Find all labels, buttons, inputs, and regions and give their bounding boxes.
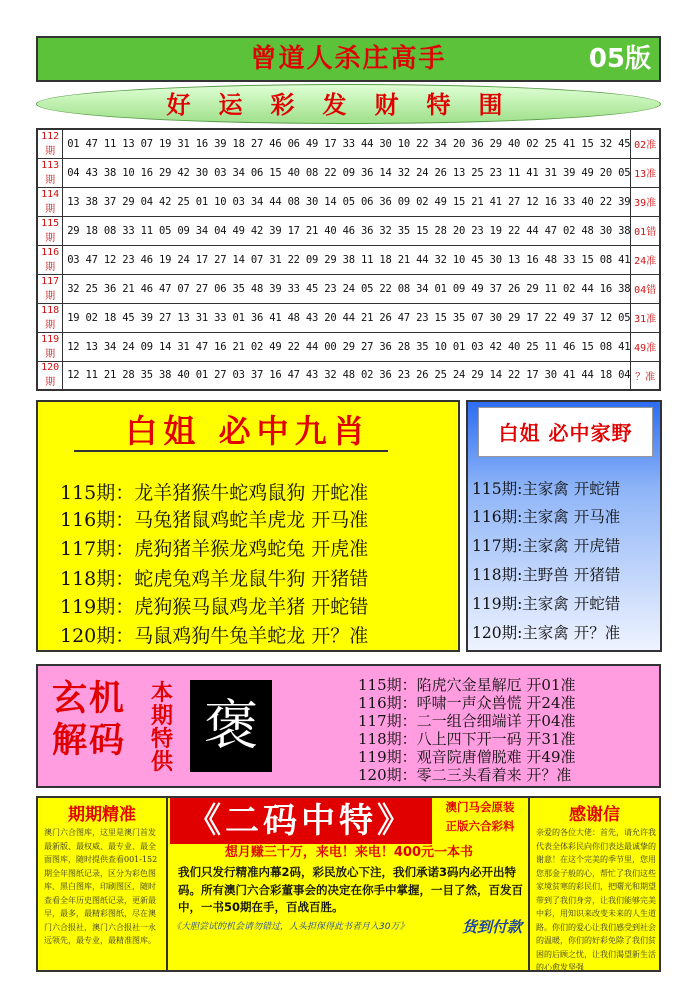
decode-heading-line2: 解码 (52, 721, 127, 761)
result-cell: 31准 (631, 303, 660, 332)
numbers-cell: 13 38 37 29 04 42 25 01 10 03 34 44 08 30 14 05 06 36 09 02 49 15 21 41 27 12 16 33 40 22 39 (63, 187, 631, 216)
draw-row (37, 158, 660, 187)
nine-zodiac-row: 116期：马兔猪鼠鸡蛇羊虎龙 开马准 (60, 509, 369, 531)
title-underline (74, 450, 388, 452)
period-cell: 113期 (37, 158, 63, 187)
thank-you-text: 亲爱的各位大佬：首先，请允许我代表全体彩民向你们表达最诚挚的谢意！在这个完美的季节里，您用您那金子般的心，帮忙了我们这些家境贫寒的彩民们，把曙光和期望带到了我们身旁，让我们能够完美中彩，用知识来改变未来的人生道路。你们的爱心让我们感受到社会的温暖，你们的好彩免除了我们贫困的后顾之忧，让我们渴望新生活的心愈发坚强 (536, 828, 656, 972)
banner-slogan: 好运彩发财特围 (36, 84, 661, 124)
result-cell: 02准 (631, 129, 660, 158)
thank-you-title: 感谢信 (569, 805, 620, 825)
numbers-cell: 12 13 34 24 09 14 31 47 16 21 02 49 22 44 00 29 27 36 28 35 10 01 03 42 40 25 11 46 15 08 41 (63, 332, 631, 361)
decode-heading-line1: 玄机 (52, 679, 127, 719)
draw-row (37, 129, 660, 158)
nine-zodiac-title: 白姐 必中九肖 (125, 412, 371, 450)
period-cell: 115期 (37, 216, 63, 245)
nine-zodiac-row: 115期：龙羊猪猴牛蛇鸡鼠狗 开蛇准 (60, 482, 369, 504)
cash-on-delivery-label: 货到付款 (462, 918, 523, 936)
result-cell: ？准 (631, 361, 660, 390)
result-cell: 01错 (631, 216, 660, 245)
nine-zodiac-row: 118期：蛇虎兔鸡羊龙鼠牛狗 开猪错 (60, 568, 369, 590)
period-cell: 118期 (37, 303, 63, 332)
numbers-cell: 01 47 11 13 07 19 31 16 39 18 27 46 06 49 17 33 44 30 10 22 34 20 36 29 40 02 25 41 15 32 45 (63, 129, 631, 158)
left-column-title: 期期精准 (68, 805, 136, 825)
result-cell: 24准 (631, 245, 660, 274)
decode-row: 115期：陷虎穴金星解厄 开01准 (358, 676, 576, 694)
decode-heading (52, 678, 126, 762)
numbers-cell: 04 43 38 10 16 29 42 30 03 34 06 15 40 08 22 09 36 14 32 24 26 13 25 23 11 41 31 39 49 20 05 (63, 158, 631, 187)
header-bar (36, 36, 661, 82)
home-wild-title: 白姐 必中家野 (478, 407, 653, 457)
result-cell: 04错 (631, 274, 660, 303)
home-wild-row: 118期:主野兽 开猪错 (472, 566, 621, 584)
period-cell: 116期 (37, 245, 63, 274)
decode-row: 120期：零二三头看着来 开？准 (358, 766, 572, 784)
numbers-cell: 29 18 08 33 11 05 09 34 04 49 42 39 17 21 40 46 36 32 35 15 28 20 23 19 22 44 47 02 48 30 38 (63, 216, 631, 245)
numbers-cell: 03 47 12 23 46 19 24 17 27 14 07 31 22 09 29 38 11 18 21 44 32 10 45 30 13 16 48 33 15 08 41 (63, 245, 631, 274)
decode-row: 119期：观音院唐僧脱难 开49准 (358, 748, 576, 766)
draw-row (37, 274, 660, 303)
price-slogan: 想月赚三十万，来电！来电！400元一本书 (224, 845, 474, 860)
nine-zodiac-row: 119期：虎狗猴马鼠鸡龙羊猪 开蛇错 (60, 596, 369, 618)
numbers-cell: 19 02 18 45 39 27 13 31 33 01 36 41 48 43 20 44 21 26 47 23 15 35 07 30 29 17 22 49 37 12 05 (63, 303, 631, 332)
draw-row (37, 303, 660, 332)
draw-table (36, 128, 661, 391)
special-offer-label: 本期特供 (150, 681, 173, 775)
period-cell: 120期 (37, 361, 63, 390)
nine-zodiac-row: 120期：马鼠鸡狗牛兔羊蛇龙 开？准 (60, 625, 369, 647)
draw-row (37, 216, 660, 245)
decode-row: 116期：呼啸一声众兽慌 开24准 (358, 694, 576, 712)
decode-row: 117期：二一组合细端详 开04准 (358, 712, 576, 730)
result-cell: 39准 (631, 187, 660, 216)
riddle-character: 褒 (190, 680, 272, 772)
result-cell: 49准 (631, 332, 660, 361)
period-cell: 112期 (37, 129, 63, 158)
official-label (434, 798, 526, 836)
home-wild-row: 116期:主家禽 开马准 (472, 508, 621, 526)
home-wild-row: 117期:主家禽 开虎错 (472, 537, 621, 555)
numbers-cell: 32 25 36 21 46 47 07 27 06 35 48 39 33 45 23 24 05 22 08 34 01 09 49 37 26 29 11 02 44 16 38 (63, 274, 631, 303)
promo-text: 我们只发行精准内幕2码，彩民放心下注，我们承诺3码内必开出特码。所有澳门六合彩董事会的决定在你手中掌握，一目了然，百发百中，一书50期在手，百战百胜。 (178, 865, 523, 914)
decode-row: 118期：八上四下开一码 开31准 (358, 730, 576, 748)
nine-zodiac-row: 117期：虎狗猪羊猴龙鸡蛇兔 开虎准 (60, 538, 369, 560)
left-column-text: 澳门六合图库，这里是澳门首发最新版、最权威、最专业、最全面图库，随时提供查看001-152期全年图纸记录，区分为彩色图库、黑白图库，印刷图区，随时查看全年历史图纸记录，更新最早，最多，最精彩图纸，尽在澳门六合报社，澳门六合报社一永远领先，最专业，最精准图库。 (44, 828, 158, 945)
home-wild-row: 120期:主家禽 开？准 (472, 624, 621, 642)
edition-label: 05版 (588, 44, 651, 74)
draw-row (37, 245, 660, 274)
period-cell: 114期 (37, 187, 63, 216)
home-wild-row: 119期:主家禽 开蛇错 (472, 595, 621, 613)
period-cell: 117期 (37, 274, 63, 303)
home-wild-row: 115期:主家禽 开蛇错 (472, 480, 621, 498)
page-title: 曾道人杀庄高手 (250, 44, 447, 74)
promo-footnote: 《大胆尝试的机会请勿错过，人头担保得此书者月入30万》 (172, 922, 409, 932)
numbers-cell: 12 11 21 28 35 38 40 01 27 03 37 16 47 43 32 48 02 36 23 26 25 24 29 14 22 17 30 41 44 18 04 (63, 361, 631, 390)
two-code-title: 《二码中特》 (170, 798, 432, 844)
official-label-line1: 澳门马会原装 (445, 800, 515, 814)
draw-row (37, 187, 660, 216)
official-label-line2: 正版六合彩料 (445, 819, 515, 833)
draw-row (37, 361, 660, 390)
draw-row (37, 332, 660, 361)
period-cell: 119期 (37, 332, 63, 361)
result-cell: 13准 (631, 158, 660, 187)
